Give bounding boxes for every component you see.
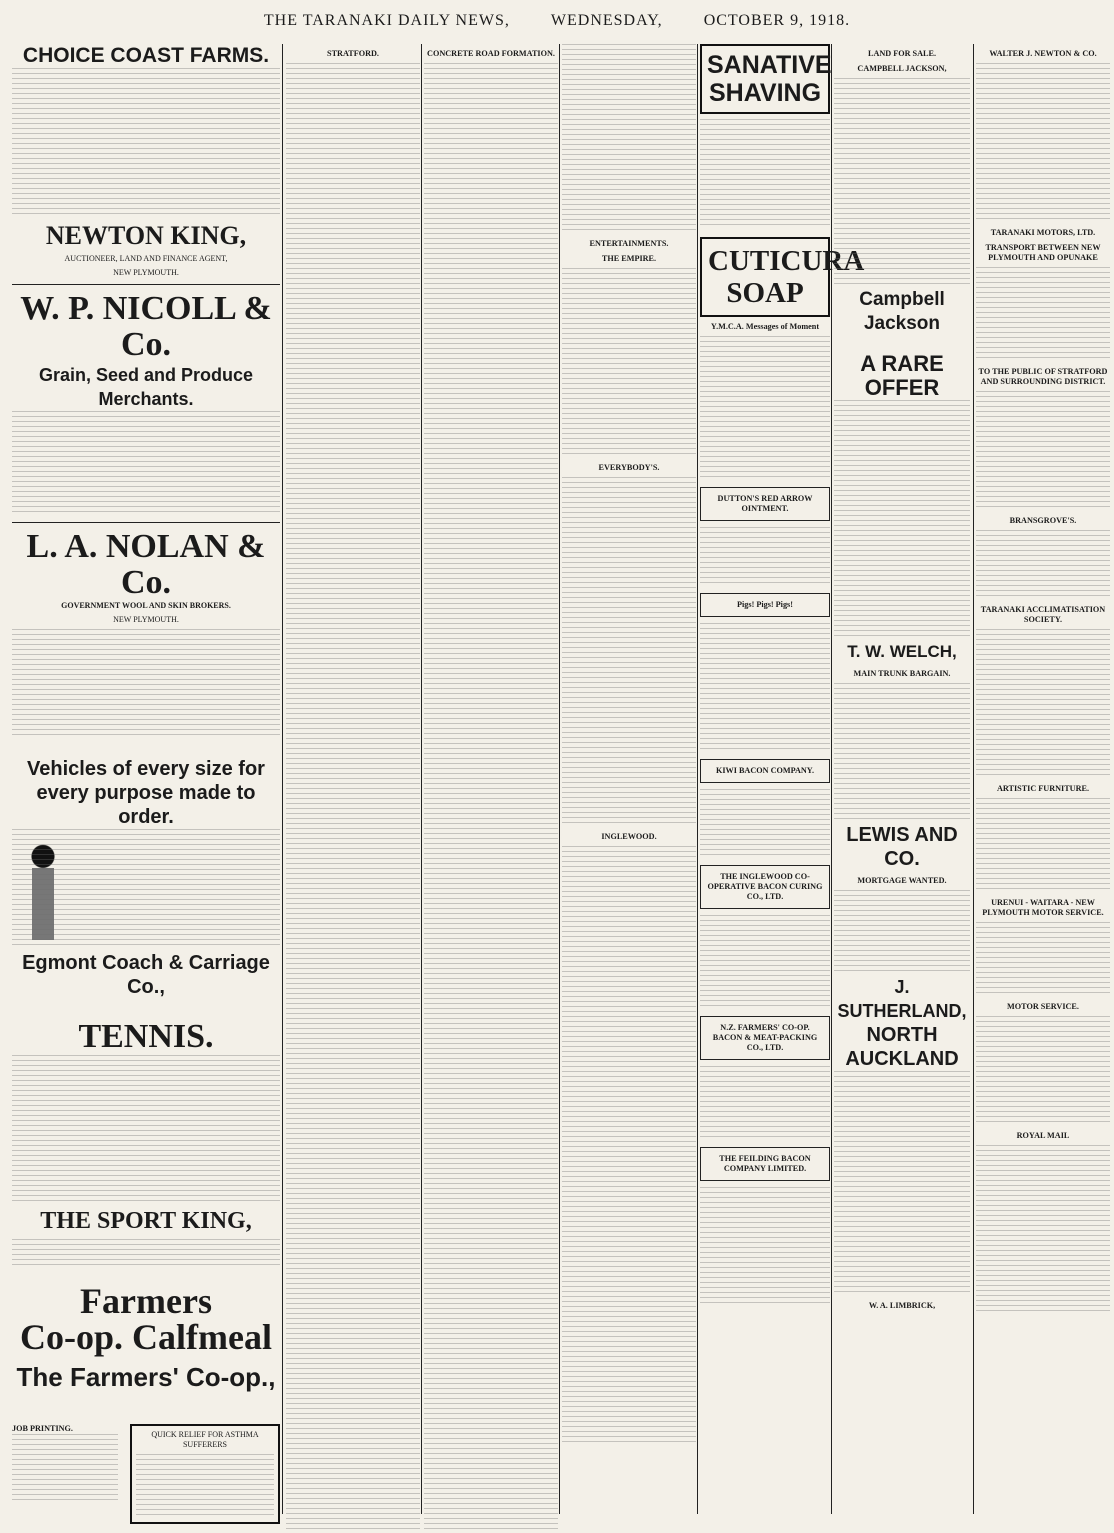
newton-king: NEWTON KING,	[45, 221, 247, 250]
empire-heading: THE EMPIRE.	[601, 254, 657, 263]
job-printing-ad	[12, 1424, 118, 1524]
text-block	[834, 890, 970, 975]
text-block	[700, 915, 830, 1010]
nolan-place: NEW PLYMOUTH.	[113, 615, 179, 624]
pigs-ad-1: Pigs! Pigs! Pigs!	[700, 593, 830, 617]
text-block	[834, 1071, 970, 1296]
concrete-road-column	[424, 44, 558, 1514]
vehicles-heading: Vehicles of every size for every purpose made to order.	[27, 758, 265, 828]
dutton-ointment: DUTTON'S RED ARROW OINTMENT.	[700, 487, 830, 521]
text-block	[976, 63, 1110, 223]
wp-nicoll: W. P. NICOLL & Co.	[20, 290, 272, 363]
farmers: Farmers	[80, 1281, 212, 1321]
rare-offer: A RARE OFFER	[860, 351, 944, 400]
text-block	[834, 78, 970, 288]
masthead	[0, 12, 1114, 42]
text-block	[12, 829, 280, 949]
land-column	[834, 44, 970, 1315]
entertainments-heading: ENTERTAINMENTS.	[589, 239, 669, 248]
text-block	[976, 798, 1110, 893]
text-block	[834, 400, 970, 640]
tennis-heading: TENNIS.	[78, 1018, 214, 1055]
text-block	[12, 411, 280, 516]
text-block	[562, 268, 696, 458]
news-text	[286, 63, 420, 1533]
text-block	[12, 1055, 280, 1203]
nicoll-subtitle: Grain, Seed and Produce Merchants.	[38, 365, 254, 409]
text-block	[976, 267, 1110, 362]
text-block	[700, 623, 830, 753]
text-block	[976, 922, 1110, 997]
ymca-heading: Y.M.C.A. Messages of Moment	[710, 322, 820, 331]
taranaki-motors: TARANAKI MOTORS, LTD.	[990, 228, 1096, 237]
text-block	[700, 789, 830, 859]
ad-rule	[12, 522, 280, 523]
text-block	[562, 44, 696, 234]
text-block	[562, 846, 696, 1446]
text-block	[976, 1145, 1110, 1315]
asthma-ad	[130, 1424, 280, 1524]
walter-newton: WALTER J. NEWTON & CO.	[989, 49, 1097, 58]
nolan-subtitle: GOVERNMENT WOOL AND SKIN BROKERS.	[61, 601, 231, 610]
text-block	[976, 530, 1110, 600]
text-block	[136, 1454, 274, 1518]
masthead-date: OCTOBER 9, 1918.	[703, 12, 851, 29]
advertising-column	[12, 44, 280, 1514]
news-text	[424, 63, 558, 1533]
text-block	[12, 629, 280, 739]
text-block	[562, 477, 696, 827]
bottom-ads	[12, 1424, 280, 1524]
ad-rule	[12, 284, 280, 285]
motor-service: MOTOR SERVICE.	[1007, 1002, 1079, 1011]
classified-row	[834, 44, 1110, 1315]
text-block	[12, 1434, 118, 1504]
text-block	[976, 391, 1110, 511]
main-trunk-heading: MAIN TRUNK BARGAIN.	[853, 669, 951, 678]
choice-coast-farms: CHOICE COAST FARMS.	[22, 44, 270, 67]
tw-welch: T. W. WELCH,	[847, 642, 957, 661]
calfmeal: Co-op. Calfmeal	[20, 1317, 272, 1357]
masthead-day: WEDNESDAY,	[550, 12, 663, 29]
urenui-service: URENUI - WAITARA - NEW PLYMOUTH MOTOR SERVICE.	[982, 898, 1104, 917]
la-nolan: L. A. NOLAN & Co.	[26, 528, 266, 601]
sanative-shaving: SANATIVE SHAVING	[700, 44, 830, 114]
stratford-column	[286, 44, 420, 1514]
column-rule	[282, 44, 283, 1514]
acclimatisation: TARANAKI ACCLIMATISATION SOCIETY.	[980, 605, 1106, 624]
concrete-heading: CONCRETE ROAD FORMATION.	[427, 49, 555, 58]
text-block	[12, 1239, 280, 1269]
wa-limbrick: W. A. LIMBRICK,	[868, 1301, 936, 1310]
campbell-jackson-heading: CAMPBELL JACKSON,	[857, 64, 947, 73]
column-rule	[697, 44, 698, 1514]
stratford-heading: STRATFORD.	[327, 49, 379, 58]
news-column	[562, 44, 696, 1514]
sport-king: THE SPORT KING,	[40, 1208, 252, 1234]
stratford-public: TO THE PUBLIC OF STRATFORD AND SURROUNDING DISTRICT.	[978, 367, 1108, 386]
text-block	[700, 119, 830, 229]
mortgage-heading: MORTGAGE WANTED.	[857, 876, 947, 885]
text-block	[834, 683, 970, 823]
motor-column	[976, 44, 1110, 1315]
nz-farmers-bacon: N.Z. FARMERS' CO-OP. BACON & MEAT-PACKING CO., LTD.	[700, 1016, 830, 1060]
job-printing: JOB PRINTING.	[12, 1424, 73, 1433]
text-block	[976, 1016, 1110, 1126]
column-rule	[559, 44, 560, 1514]
column-rule	[421, 44, 422, 1514]
kiwi-bacon: KIWI BACON COMPANY.	[700, 759, 830, 783]
lewis-and-co: LEWIS AND CO.	[846, 824, 958, 870]
text-block	[700, 336, 830, 481]
text-block	[700, 527, 830, 587]
masthead-title: THE TARANAKI DAILY NEWS,	[263, 12, 510, 29]
land-sale-heading: LAND FOR SALE.	[867, 49, 936, 58]
newton-place: NEW PLYMOUTH.	[113, 268, 179, 277]
bransgrove: BRANSGROVE'S.	[1009, 516, 1077, 525]
artistic-furniture: ARTISTIC FURNITURE.	[996, 784, 1090, 793]
text-block	[12, 68, 280, 218]
text-block	[700, 1187, 830, 1307]
campbell-jackson-name: Campbell Jackson	[859, 289, 945, 334]
j-sutherland: J. SUTHERLAND,	[837, 977, 967, 1021]
advertisement-column	[700, 44, 865, 1514]
inglewood-heading: INGLEWOOD.	[601, 832, 657, 841]
farmers-co-op: The Farmers' Co-op.,	[16, 1362, 276, 1392]
inglewood-co-op: THE INGLEWOOD CO-OPERATIVE BACON CURING CO., LTD.	[700, 865, 830, 909]
cuticura-soap: CUTICURA SOAP	[700, 237, 830, 317]
transport-heading: TRANSPORT BETWEEN NEW PLYMOUTH AND OPUNAKE	[985, 243, 1101, 262]
everybodys-heading: EVERYBODY'S.	[598, 463, 660, 472]
feilding-bacon: THE FEILDING BACON COMPANY LIMITED.	[700, 1147, 830, 1181]
text-block	[976, 629, 1110, 779]
asthma-heading: QUICK RELIEF FOR ASTHMA SUFFERERS	[151, 1430, 259, 1449]
classified-columns	[834, 44, 1110, 1514]
north-auckland: NORTH AUCKLAND	[845, 1024, 959, 1070]
egmont-coach: Egmont Coach & Carriage Co.,	[22, 952, 270, 998]
newton-subtitle: AUCTIONEER, LAND AND FINANCE AGENT,	[64, 254, 228, 263]
text-block	[700, 1066, 830, 1141]
royal-mail: ROYAL MAIL	[1016, 1131, 1070, 1140]
